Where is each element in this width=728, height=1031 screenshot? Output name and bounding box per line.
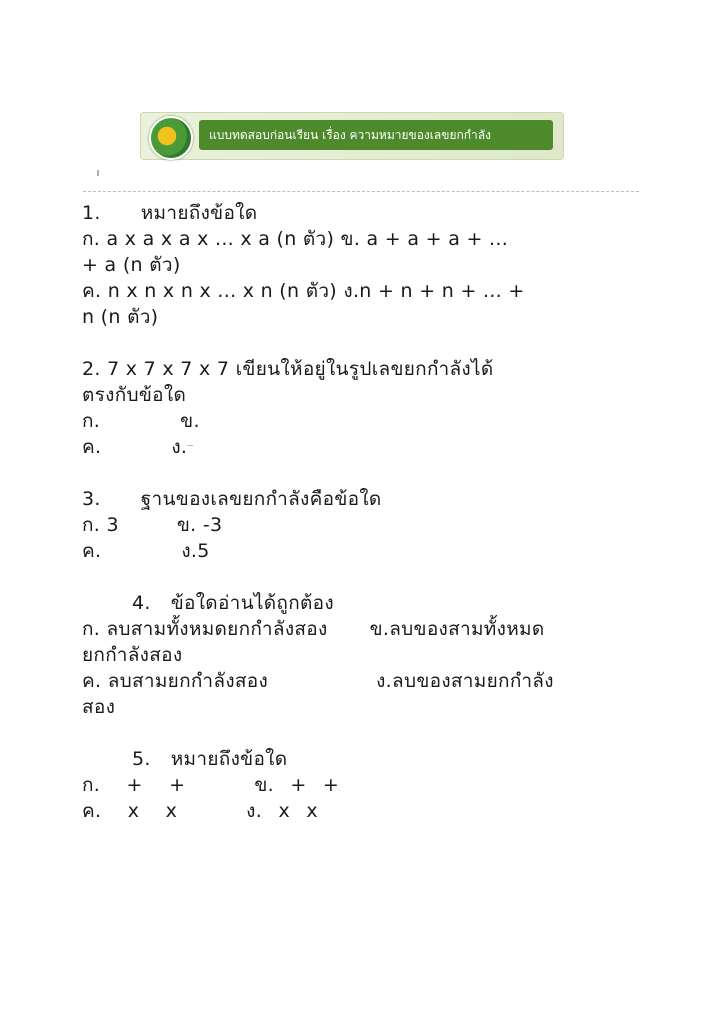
quiz-content [82,200,654,824]
missing-formula-image [101,209,141,219]
header-banner [140,112,564,160]
missing-formula-image [82,599,132,609]
q5-stem-line: 5. หมายถึงข้อใด [82,746,654,772]
page-mark [97,170,99,176]
missing-formula-image [100,417,160,427]
q4-stem-line: 4. ข้อใดอ่านได้ถูกต้อง [82,590,654,616]
missing-formula-image [101,547,161,557]
q3-stem-line: 3. ฐานของเลขยกกำลังคือข้อใด [82,488,382,510]
missing-formula-image [187,445,193,450]
missing-formula-image [151,599,171,609]
q2-options-ab: ก. ข. [82,410,200,432]
q2-options-cd: ค. ง. [82,434,654,460]
q4-option-line: ค. ลบสามยกกำลังสอง ง.ลบของสามยกกำลัง [82,670,554,692]
q1-option-line: + a (n ตัว) [82,254,181,276]
missing-formula-image [151,755,171,765]
q1-option-line: ก. a x a x a x ... x a (n ตัว) ข. a + a + a + ... [82,228,509,250]
q5-options-cd: ค. x x ง. x x [82,800,318,822]
q4-option-line: ก. ลบสามทั้งหมดยกกำลังสอง ข.ลบของสามทั้งหมด [82,618,545,640]
q1-option-line: ค. n x n x n x ... x n (n ตัว) ง.n + n + n + ... + [82,280,525,302]
q3-options-ab: ก. 3 ข. -3 [82,514,223,536]
missing-formula-image [82,755,132,765]
missing-formula-image [101,495,141,505]
q4-option-line: ยกกำลังสอง [82,644,183,666]
school-logo-icon [149,116,193,160]
q3-options-cd: ค. ง.5 [82,540,210,562]
q4-option-line: สอง [82,696,116,718]
q1-stem-line: 1. หมายถึงข้อใด [82,202,258,224]
q2-stem-cont: ตรงกับข้อใด [82,384,187,406]
banner-title: แบบทดสอบก่อนเรียน เรื่อง ความหมายของเลขยกกำลัง [199,120,553,150]
q5-options-ab: ก. + + ข. + + [82,774,340,796]
missing-formula-image [101,443,161,453]
divider [83,191,639,192]
q1-option-line: n (n ตัว) [82,306,159,328]
q2-stem: 2. 7 x 7 x 7 x 7 เขียนให้อยู่ในรูปเลขยกกำลังได้ [82,358,494,380]
